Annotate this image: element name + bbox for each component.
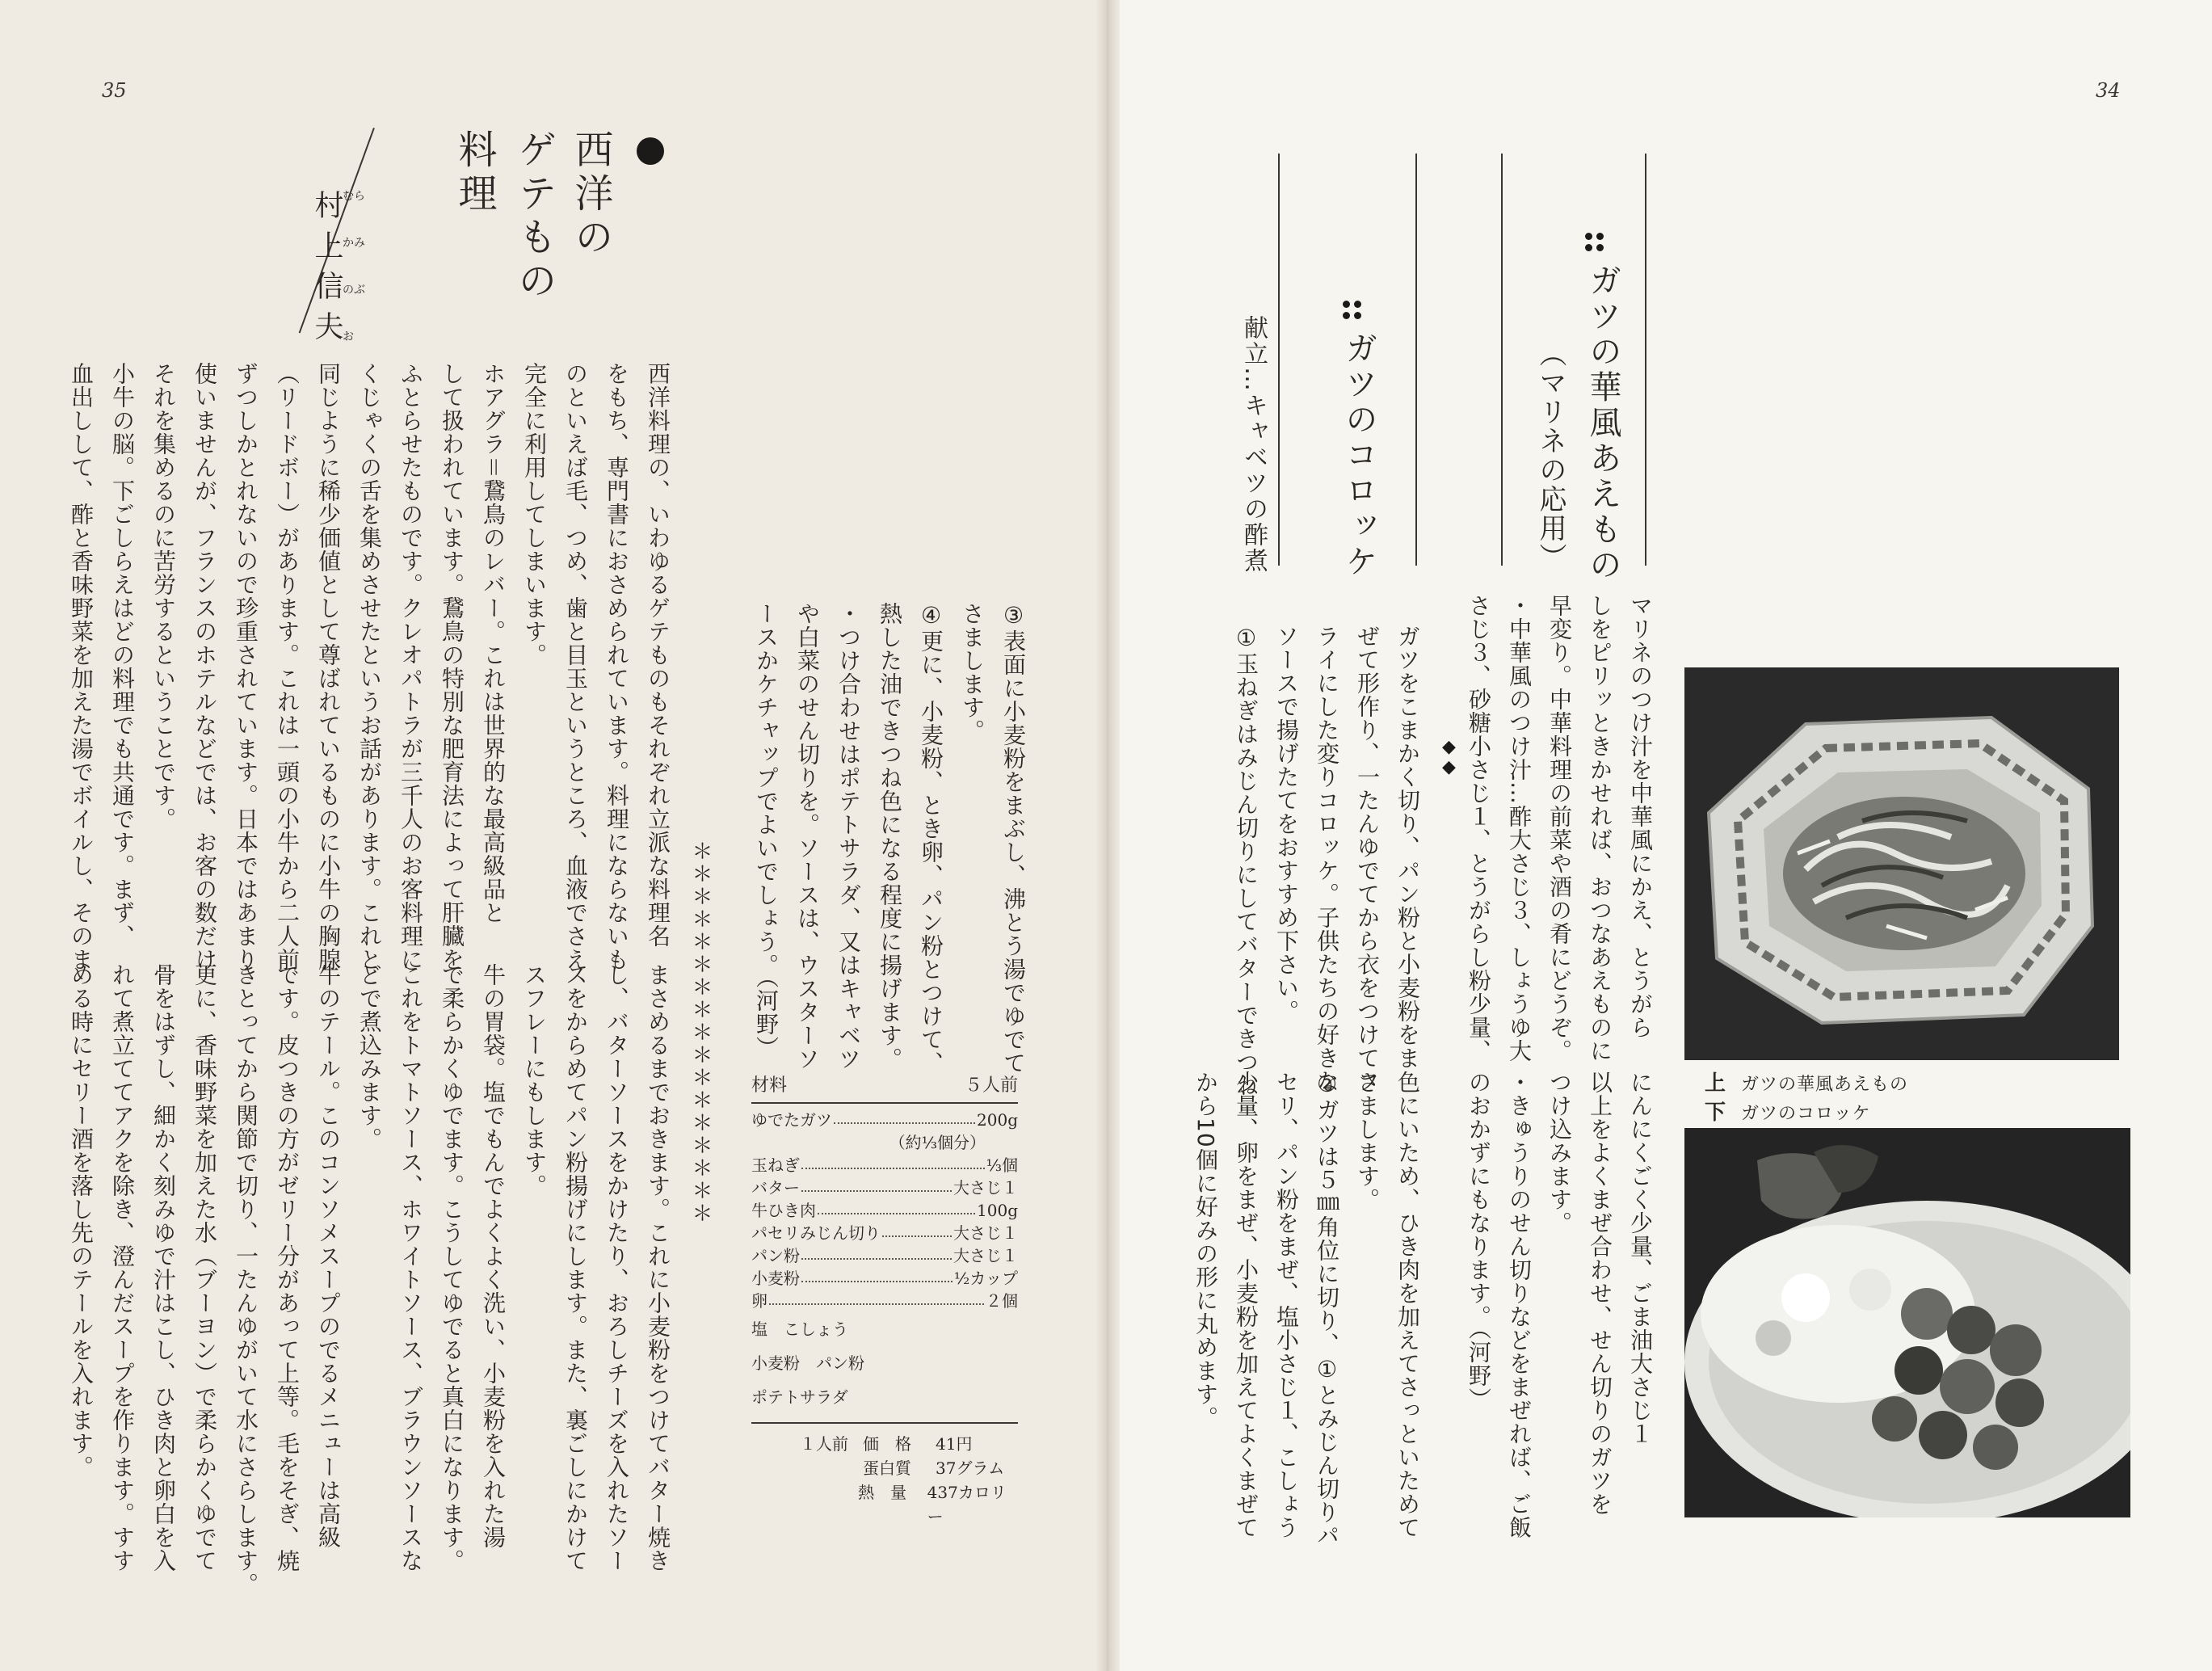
leader-dots: [769, 1290, 984, 1305]
photo-tripe-croquettes: [1684, 1128, 2130, 1517]
article-column: のといえば毛、つめ、歯と目玉というところ、血液でさえ: [562, 362, 589, 971]
article-column: 使いませんが、フランスのホテルなどでは、お客の数だけ: [191, 362, 218, 971]
recipe1-column: さじ３、砂糖小さじ１、とうがらし粉少量、: [1466, 594, 1492, 1063]
caption-bottom: [1705, 1096, 1871, 1126]
article-column: して扱われています。鵞鳥の特別な肥育法によって肝臓を: [439, 362, 465, 971]
leader-dots: [801, 1154, 985, 1169]
nutrition-key: 熱 量: [858, 1483, 907, 1502]
recipe1-marker-icon: [1585, 233, 1604, 252]
article-column: スフレーにもします。: [521, 963, 548, 1197]
leader-dots: [818, 1199, 975, 1214]
ingredient-name: 卵: [751, 1291, 767, 1311]
photo-marinated-tripe: [1684, 667, 2119, 1060]
article-column: ずつしかとれないので珍重されています。日本ではあまり: [233, 362, 259, 971]
article-column: どで煮込みます。: [356, 963, 383, 1151]
article-column: まさめるまでおきます。これに小麦粉をつけてバター焼き: [645, 963, 671, 1572]
recipe2-title: ガツのコロッケ: [1340, 331, 1377, 580]
ingredient-note: （約⅓個分）: [889, 1133, 986, 1152]
ingredient-row: [751, 1199, 1018, 1222]
article-column: ホアグラ＝鵞鳥のレバー。これは世界的な最高級品と: [480, 362, 507, 925]
article-column: をもち、専門書におさめられています。料理にならないも: [603, 362, 630, 971]
ingredient-quantity: 大さじ１: [953, 1246, 1018, 1265]
nutrition-row: [751, 1480, 1018, 1526]
recipe2-column: ライにした変りコロッケ。子供たちの好きな: [1314, 625, 1340, 1093]
nutrition-value: 41円: [936, 1434, 973, 1454]
caption-top-text: ガツの華風あえもの: [1741, 1075, 1909, 1095]
article-title-col2: ゲテもの: [511, 129, 557, 304]
ingredient-name: 小麦粉: [751, 1269, 800, 1288]
ingredient-seasoning: ポテトサラダ: [751, 1387, 848, 1407]
ingredient-row: [751, 1109, 1018, 1131]
ingredient-name: ゆでたガツ: [751, 1110, 832, 1130]
title-bullet-icon: [637, 137, 664, 165]
nutrition-value: 37グラム: [936, 1458, 1005, 1478]
caption-bottom-label: 下: [1705, 1101, 1727, 1125]
recipe-step-column: 熱した油できつね色になる程度に揚げます。: [877, 602, 903, 1071]
recipe1-column: マリネのつけ汁を中華風にかえ、とうがら: [1627, 594, 1654, 1039]
ingredient-row: [751, 1154, 1018, 1176]
author-ruby: かみ: [343, 237, 365, 250]
recipe1-subtitle: （マリネの応用）: [1534, 339, 1566, 572]
title-rule: [1501, 154, 1503, 566]
ingredients-table: [751, 1075, 1018, 1526]
recipe2-column: ①玉ねぎはみじん切りにしてバターできつね: [1233, 625, 1259, 1097]
ingredient-seasoning: 塩 こしょう: [751, 1320, 848, 1339]
article-column: 完全に利用してしまいます。: [521, 362, 548, 667]
leader-dots: [801, 1244, 952, 1260]
article-column: 骨をはずし、細かく刻みゆで汁はこし、ひき肉と卵白を入: [150, 963, 177, 1572]
ingredients-header: [751, 1075, 1018, 1104]
article-column: （リードボー）があります。これは一頭の小牛から二人前: [274, 362, 301, 971]
nutrition-row: [751, 1456, 1018, 1480]
article-column: し、バターソースをかけたり、おろしチーズを入れたソー: [603, 963, 630, 1572]
recipe2-column: ②ガツは５㎜角位に切り、①とみじん切りパ: [1314, 1071, 1340, 1547]
article-title-col3: 料理: [452, 129, 497, 217]
ingredient-seasoning: 小麦粉 パン粉: [751, 1353, 864, 1373]
ingredient-quantity: 大さじ１: [953, 1223, 1018, 1243]
page-number: 35: [102, 79, 127, 102]
author-ruby: お: [343, 330, 354, 343]
nutrition-row: [751, 1432, 1018, 1456]
article-column: 血出しして、酢と香味野菜を加えた湯でボイルし、そのま: [68, 362, 95, 971]
caption-top: [1705, 1067, 1908, 1096]
ingredient-rows: [751, 1109, 1018, 1312]
ingredient-quantity: ２個: [986, 1291, 1018, 1311]
article-column: スをからめてパン粉揚げにします。また、裏ごしにかけて: [562, 963, 589, 1572]
ingredient-row: [751, 1222, 1018, 1244]
ingredient-name: パセリみじん切り: [751, 1223, 881, 1243]
nutrition-value: 437カロリー: [927, 1483, 1007, 1526]
ingredients-label: 材料: [751, 1075, 788, 1096]
article-column: める時にセリー酒を落し先のテールを入れます。: [68, 963, 95, 1479]
title-rule: [1415, 154, 1417, 566]
article-column: 牛の胃袋。塩でもんでよくよく洗い、小麦粉を入れた湯: [480, 963, 507, 1549]
leader-dots: [801, 1267, 953, 1282]
article-column: 更に、香味野菜を加えた水（ブーヨン）で柔らかくゆでて: [191, 963, 218, 1572]
nutrition-per: [751, 1456, 863, 1480]
ingredient-quantity: 100g: [977, 1201, 1018, 1220]
recipe2-marker-icon: [1343, 301, 1362, 320]
article-column: 同じように稀少価値として尊ばれているものに小牛の胸腺: [315, 362, 342, 971]
author-ruby: むら: [343, 190, 365, 203]
ingredient-row: [751, 1290, 1018, 1312]
recipe-step-column: ③表面に小麦粉をまぶし、沸とう湯でゆでて: [1000, 602, 1027, 1075]
article-column: それを集めるのに苦労するということです。: [150, 362, 177, 831]
ingredient-name: 玉ねぎ: [751, 1155, 800, 1175]
page-number-right: 34: [2096, 79, 2121, 102]
menu-label: 献立…キャベツの酢煮: [1239, 315, 1268, 574]
recipe1-column: つけ込みます。: [1546, 1071, 1573, 1235]
recipe2-column: ソースで揚げたてをおすすめ下さい。: [1273, 625, 1300, 1023]
article-column: れて煮立ててアクを除き、澄んだスープを作ります。すす: [109, 963, 136, 1572]
ingredient-name: 牛ひき肉: [751, 1201, 816, 1220]
article-column: きとってから関節で切り、一たんゆがいて水にさらします。: [233, 963, 259, 1596]
recipe1-column: にんにくごく少量、ごま油大さじ１: [1627, 1071, 1654, 1446]
ingredient-quantity: 200g: [977, 1110, 1018, 1130]
nutrition-per: [751, 1480, 858, 1505]
leader-dots: [801, 1176, 952, 1192]
article-column: ふとらせたものです。クレオパトラが三千人のお客料理に: [397, 362, 424, 971]
ingredient-quantity: 大さじ１: [953, 1178, 1018, 1197]
recipe-step-column: さまします。: [959, 602, 986, 743]
recipe1-column: ・きゅうりのせん切りなどをまぜれば、ご飯: [1506, 1071, 1533, 1539]
title-rule: [1278, 154, 1280, 566]
caption-top-label: 上: [1705, 1071, 1727, 1096]
recipe1-column: 以上をよくまぜ合わせ、せん切りのガツを: [1587, 1071, 1613, 1516]
author-name: 村上信夫: [310, 190, 343, 351]
article-column: 西洋料理の、いわゆるゲテものもそれぞれ立派な料理名: [645, 362, 671, 948]
ingredient-quantity: ½カップ: [953, 1269, 1018, 1288]
nutrition-key: 価 格: [863, 1434, 911, 1454]
ingredient-row: [751, 1244, 1018, 1267]
article-column: 小牛の脳。下ごしらえはどの料理でも共通です。まず、: [109, 362, 136, 948]
article-column: です。皮つきの方がゼリー分があって上等。毛をそぎ、焼: [274, 963, 301, 1572]
article-column: で柔らかくゆでます。こうしてゆでると真白になります。: [439, 963, 465, 1572]
ingredient-row: [751, 1176, 1018, 1199]
recipe1-title: ガツの華風あえもの: [1584, 263, 1621, 583]
recipe-step-column: ④更に、小麦粉、とき卵、パン粉とつけて、: [918, 602, 944, 1075]
ingredient-row: [751, 1131, 1018, 1154]
author-ruby: のぶ: [343, 284, 365, 297]
leader-dots: [882, 1222, 952, 1237]
recipe2-column: ガツをこまかく切り、パン粉と小麦粉をま: [1394, 625, 1421, 1070]
recipe-step-column: や白菜のせん切りを。ソースは、ウスターソ: [794, 602, 821, 1071]
recipe2-column: 色にいため、ひき肉を加えてさっといためて: [1394, 1071, 1421, 1539]
title-rule: [1645, 154, 1646, 566]
servings-label: ５人前: [964, 1075, 1018, 1096]
ingredient-quantity: ⅓個: [986, 1155, 1018, 1175]
star-divider: ＊＊＊＊＊＊＊＊＊＊＊＊＊＊＊＊＊: [688, 840, 713, 1225]
leader-dots: [834, 1109, 975, 1124]
section-diamond-icon: ◆◆: [1439, 737, 1459, 777]
article-title-col1: 西洋の: [568, 129, 613, 260]
recipe-step-column: ・つけ合わせはポテトサラダ、又はキャベツ: [835, 602, 862, 1071]
nutrition-info: [751, 1432, 1018, 1526]
recipe1-column: しをピリッときかせれば、おつなあえものに: [1587, 594, 1613, 1063]
article-column: くじゃくの舌を集めさせたというお話があります。これと: [356, 362, 383, 971]
caption-bottom-text: ガツのコロッケ: [1741, 1104, 1871, 1124]
article-column: これをトマトソース、ホワイトソース、ブラウンソースな: [397, 963, 424, 1572]
recipe2-column: セリ、パン粉をまぜ、塩小さじ１、こしょう: [1273, 1071, 1300, 1539]
recipe2-column: 少量、卵をまぜ、小麦粉を加えてよくまぜて: [1233, 1071, 1259, 1539]
ingredient-name: パン粉: [751, 1246, 800, 1265]
nutrition-divider: [751, 1422, 1018, 1424]
nutrition-per: １人前: [800, 1434, 848, 1454]
recipe1-column: ・中華風のつけ汁…酢大さじ３、しょうゆ大: [1506, 594, 1533, 1063]
recipe2-column: から10個に好みの形に丸めます。: [1192, 1071, 1219, 1429]
ingredient-row: [751, 1267, 1018, 1290]
recipe-step-column: ースかケチャップでよいでしょう。（河野）: [753, 602, 780, 1059]
ingredient-name: バター: [751, 1178, 800, 1197]
article-column: 牛のテール。このコンソメスープのでるメニューは高級: [315, 963, 342, 1549]
recipe2-column: ぜて形作り、一たんゆでてから衣をつけてフ: [1354, 625, 1381, 1093]
recipe2-column: さまします。: [1354, 1071, 1381, 1211]
nutrition-key: 蛋白質: [863, 1458, 911, 1478]
ingredient-extra: [751, 1312, 1018, 1414]
recipe1-column: 早変り。中華料理の前菜や酒の肴にどうぞ。: [1546, 594, 1573, 1063]
recipe1-column: のおかずにもなります。（河野）: [1466, 1071, 1492, 1411]
